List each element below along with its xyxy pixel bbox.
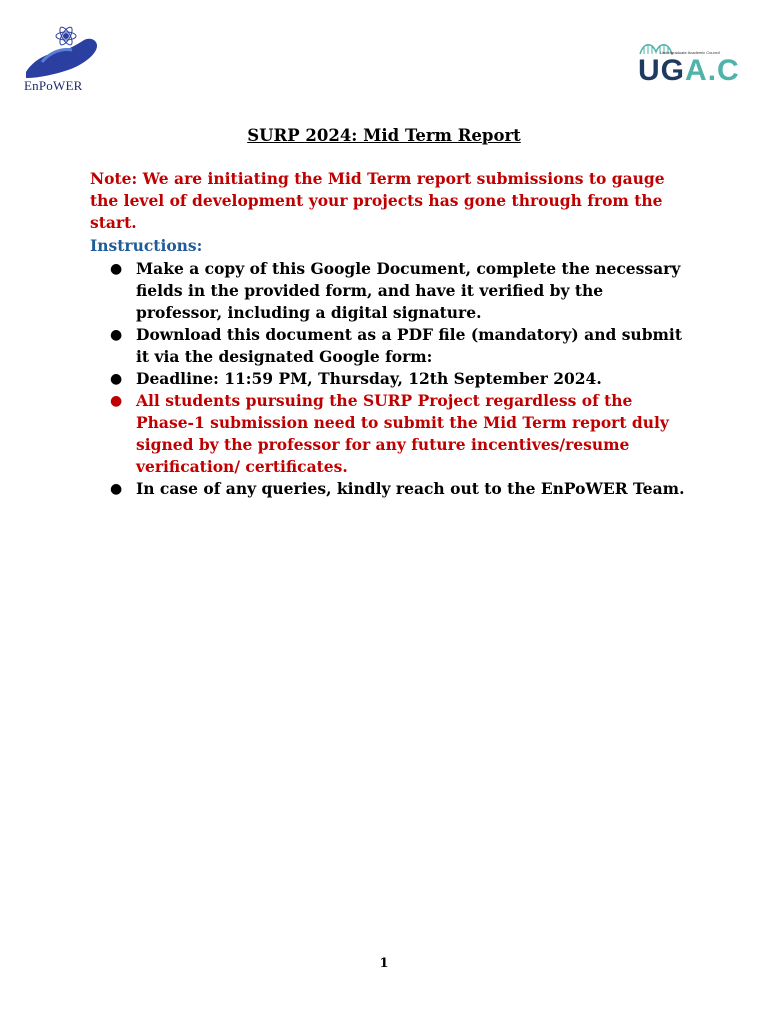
instruction-item (110, 390, 690, 478)
ugac-logo-text: UGA.C (638, 54, 740, 87)
note-paragraph: Note: We are initiating the Mid Term report submissions to gauge the level of development your projects has gone through from the start. (90, 169, 665, 232)
bullet-icon: ● (110, 393, 123, 409)
enpower-logo-text: EnPoWER (24, 78, 83, 93)
page-number: 1 (379, 956, 389, 971)
instruction-text: In case of any queries, kindly reach out to the EnPoWER Team. (136, 479, 685, 498)
bullet-icon: ● (110, 261, 123, 277)
enpower-logo (22, 22, 104, 96)
ugac-logo-caption: Undergraduate Academic Council (660, 50, 720, 55)
instruction-text: Make a copy of this Google Document, complete the necessary fields in the provided form, and have it verified by the professor, including a digital signature. (136, 259, 681, 322)
ugac-logo (636, 40, 740, 90)
instruction-item (110, 368, 690, 390)
instruction-item (110, 324, 690, 368)
bullet-icon: ● (110, 371, 123, 387)
bullet-icon: ● (110, 481, 123, 497)
instruction-item (110, 478, 690, 500)
bullet-icon: ● (110, 327, 123, 343)
instruction-text: Download this document as a PDF file (mandatory) and submit it via the designated Google form: (136, 325, 682, 366)
instruction-text: Deadline: 11:59 PM, Thursday, 12th September 2024. (136, 369, 602, 388)
instructions-list (110, 258, 690, 500)
instruction-item (110, 258, 690, 324)
instruction-text: All students pursuing the SURP Project regardless of the Phase-1 submission need to submit the Mid Term report duly signed by the professor for any future incentives/resume verification/ certificates. (136, 391, 669, 476)
document-title: SURP 2024: Mid Term Report (247, 126, 521, 145)
instructions-heading: Instructions: (90, 236, 203, 255)
